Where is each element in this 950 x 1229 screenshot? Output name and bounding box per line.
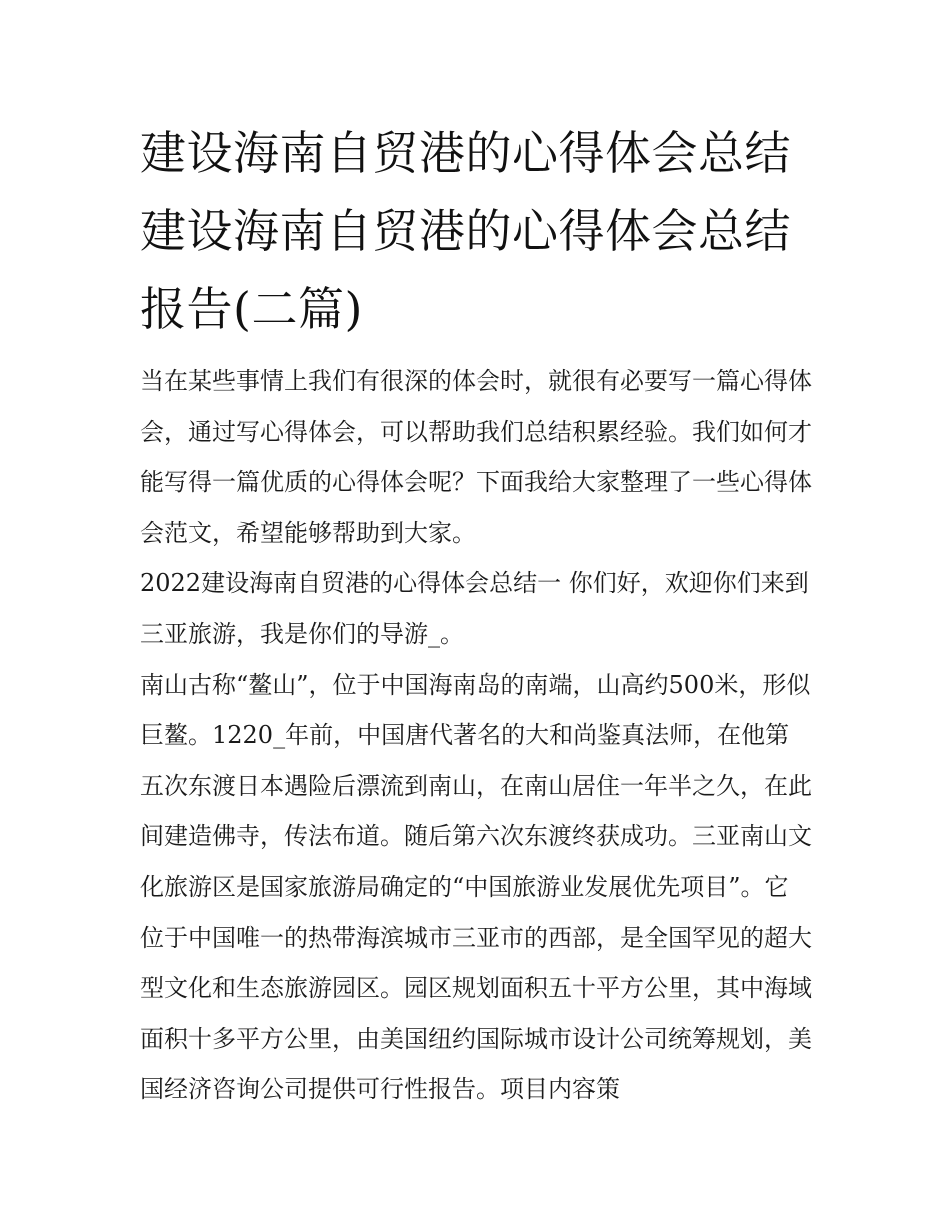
document-body — [140, 356, 812, 1115]
paragraph-nanshan: 南山古称“鳌山”，位于中国海南岛的南端，山高约500米，形似巨鳌。1220_年前，中国唐代著名的大和尚鉴真法师，在他第五次东渡日本遇险后漂流到南山，在南山居住一年半之久，在此间建造佛寺，传法布道。随后第六次东渡终获成功。三亚南山文化旅游区是国家旅游局确定的“中国旅游业发展优先项目”。它位于中国唯一的热带海滨城市三亚市的西部，是全国罕见的超大型文化和生态旅游园区。园区规划面积五十平方公里，其中海域面积十多平方公里，由美国纽约国际城市设计公司统筹规划，美国经济咨询公司提供可行性报告。项目内容策 — [140, 670, 812, 1104]
document-title: 建设海南自贸港的心得体会总结 建设海南自贸港的心得体会总结报告(二篇) — [140, 126, 791, 336]
paragraph-greeting: 2022建设海南自贸港的心得体会总结一 你们好，欢迎你们来到三亚旅游，我是你们的导游_。 — [140, 569, 809, 648]
paragraph-intro: 当在某些事情上我们有很深的体会时，就很有必要写一篇心得体会，通过写心得体会，可以帮助我们总结积累经验。我们如何才能写得一篇优质的心得体会呢？下面我给大家整理了一些心得体会范文，希望能够帮助到大家。 — [140, 367, 812, 547]
